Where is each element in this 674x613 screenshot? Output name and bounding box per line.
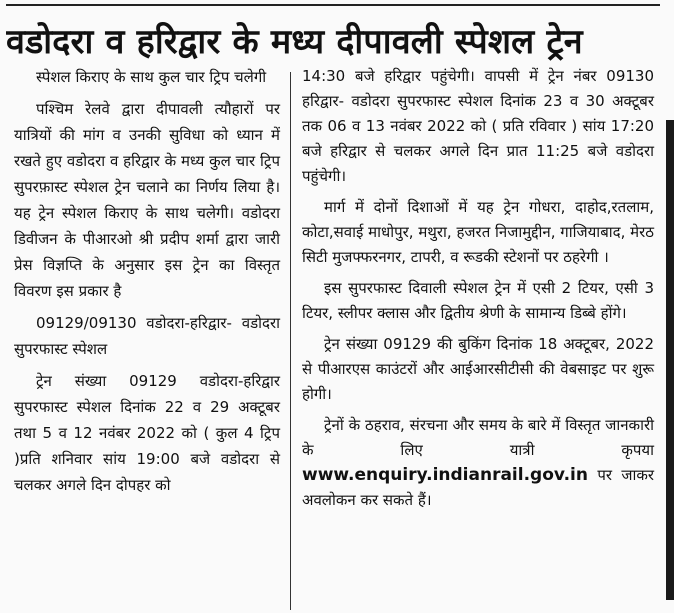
paragraph-train-number: 09129/09130 वडोदरा-हरिद्वार- वडोदरा सुपरफास्ट स्पेशल — [14, 314, 280, 358]
subhead: स्पेशल किराए के साथ कुल चार ट्रिप चलेगी — [36, 68, 267, 86]
closing-text-end: पर जाकर अवलोकन कर सकते हैं। — [302, 466, 654, 509]
column-divider — [290, 72, 291, 610]
paragraph-schedule-return: 14:30 बजे हरिद्वार पहुंचेगी। वापसी में ट्रेन नंबर 09130 हरिद्वार- वडोदरा सुपरफास्ट स्पेशल दिनांक 23 व 30 अक्टूबर तक 06 व 13 नवंबर 2022 को ( प्रति रविवार ) सांय 17:20 बजे हरिद्वार से चलकर अगले दिन प्रात 11:25 बजे वडोदरा पहुंचेगी। — [302, 67, 654, 185]
paragraph-schedule-out: ट्रेन संख्या 09129 वडोदरा-हरिद्वार सुपरफास्ट स्पेशल दिनांक 22 व 29 अक्टूबर तथा 5 व 12 नवंबर 2022 को ( कुल 4 ट्रिप )प्रति शनिवार सांय 19:00 बजे वडोदरा से चलकर अगले दिन दोपहर को — [14, 372, 280, 494]
top-rule — [6, 4, 660, 6]
paragraph-stops: मार्ग में दोनों दिशाओं में यह ट्रेन गोधरा, दाहोद,रतलाम, कोटा,सवाई माधोपुर, मथुरा, हजरत निजामुद्दीन, गाजियाबाद, मेरठ सिटी मुजफ्फरनगर, टापरी, व रूडकी स्टेशनों पर ठहरेगी । — [302, 198, 654, 266]
headline: वडोदरा व हरिद्वार के मध्य दीपावली स्पेशल ट्रेन — [6, 22, 583, 62]
page-edge-shadow — [666, 120, 674, 600]
paragraph-closing — [302, 413, 654, 513]
paragraph-booking: ट्रेन संख्या 09129 की बुकिंग दिनांक 18 अक्टूबर, 2022 से पीआरएस काउंटरों और आईआरसीटीसी की वेबसाइट पर शुरू होगी। — [302, 335, 654, 403]
paragraph-intro: पश्चिम रेलवे द्वारा दीपावली त्यौहारों पर यात्रियों की मांग व उनकी सुविधा को ध्यान में रखते हुए वडोदरा व हरिद्वार के मध्य कुल चार ट्रिप सुपरफ़ास्ट स्पेशल ट्रेन चलाने का निर्णय लिया है। यह ट्रेन स्पेशल किराए के साथ चलेगी। वडोदरा डिवीजन के पीआरओ श्री प्रदीप शर्मा द्वारा जारी प्रेस विज्ञप्ति के अनुसार इस ट्रेन का विस्तृत विवरण इस प्रकार है — [14, 100, 280, 300]
right-column — [302, 64, 654, 513]
closing-text: ट्रेनों के ठहराव, संरचना और समय के बारे में विस्तृत जानकारी के लिए यात्री कृपया — [302, 416, 654, 459]
left-column — [14, 64, 280, 498]
enquiry-url-link[interactable]: www.enquiry.indianrail.gov.in — [302, 465, 588, 485]
paragraph-coaches: इस सुपरफास्ट दिवाली स्पेशल ट्रेन में एसी 2 टियर, एसी 3 टियर, स्लीपर क्लास और द्वितीय श्रेणी के सामान्य डिब्बे होंगे। — [302, 279, 654, 322]
